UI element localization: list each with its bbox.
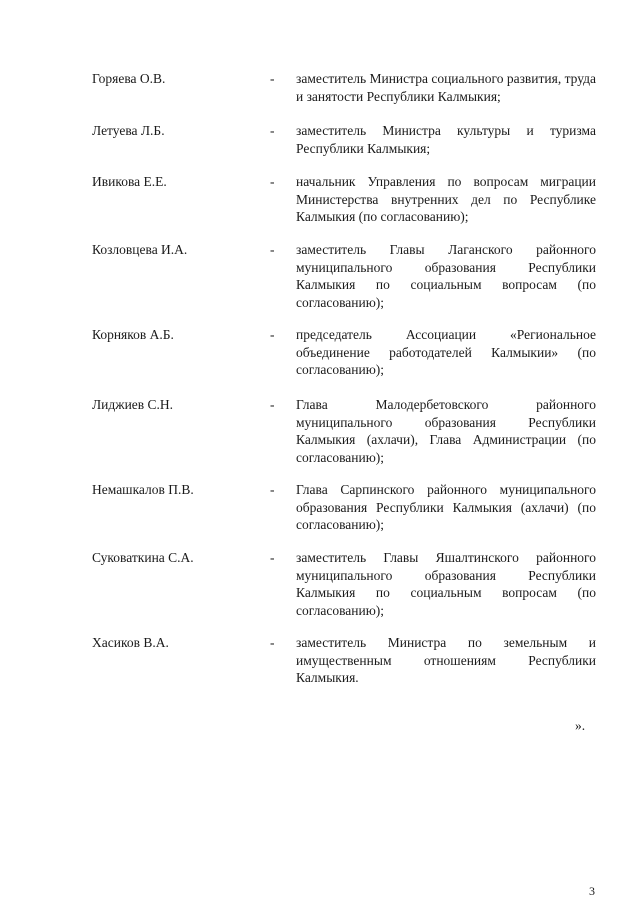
member-name: Немашкалов П.В. (92, 482, 194, 497)
member-dash: - (270, 123, 275, 138)
member-name: Корняков А.Б. (92, 327, 174, 342)
member-name: Ивикова Е.Е. (92, 174, 167, 189)
member-dash: - (270, 71, 275, 86)
member-name: Хасиков В.А. (92, 635, 169, 650)
member-dash: - (270, 482, 275, 497)
member-dash: - (270, 635, 275, 650)
member-position: председатель Ассоциации «Региональное объединение работодателей Калмыкии» (по согласованию); (296, 327, 596, 377)
member-position: заместитель Главы Яшалтинского районного муниципального образования Республики Калмыкия по социальным вопросам (по согласованию); (296, 550, 596, 618)
member-name: Козловцева И.А. (92, 242, 188, 257)
member-name: Горяева О.В. (92, 71, 166, 86)
member-name: Суковаткина С.А. (92, 550, 194, 565)
member-dash: - (270, 242, 275, 257)
closing-quote-mark: ». (575, 718, 586, 733)
member-dash: - (270, 327, 275, 342)
member-position: начальник Управления по вопросам миграции Министерства внутренних дел по Республике Калмыкия (по согласованию); (296, 174, 596, 224)
member-position: Глава Малодербетовского районного муниципального образования Республики Калмыкия (ахлачи), Глава Администрации (по согласованию); (296, 397, 596, 465)
member-position: заместитель Главы Лаганского районного муниципального образования Республики Калмыкия по социальным вопросам (по согласованию); (296, 242, 596, 310)
member-position: Глава Сарпинского районного муниципального образования Республики Калмыкия (ахлачи) (по согласованию); (296, 482, 596, 532)
member-name: Летуева Л.Б. (92, 123, 165, 138)
member-dash: - (270, 550, 275, 565)
page-number: 3 (589, 884, 595, 898)
member-position: заместитель Министра культуры и туризма Республики Калмыкия; (296, 123, 596, 156)
member-dash: - (270, 397, 275, 412)
member-position: заместитель Министра по земельным и имущественным отношениям Республики Калмыкия. (296, 635, 596, 685)
member-position: заместитель Министра социального развития, труда и занятости Республики Калмыкия; (296, 71, 596, 104)
member-name: Лиджиев С.Н. (92, 397, 174, 412)
member-dash: - (270, 174, 275, 189)
